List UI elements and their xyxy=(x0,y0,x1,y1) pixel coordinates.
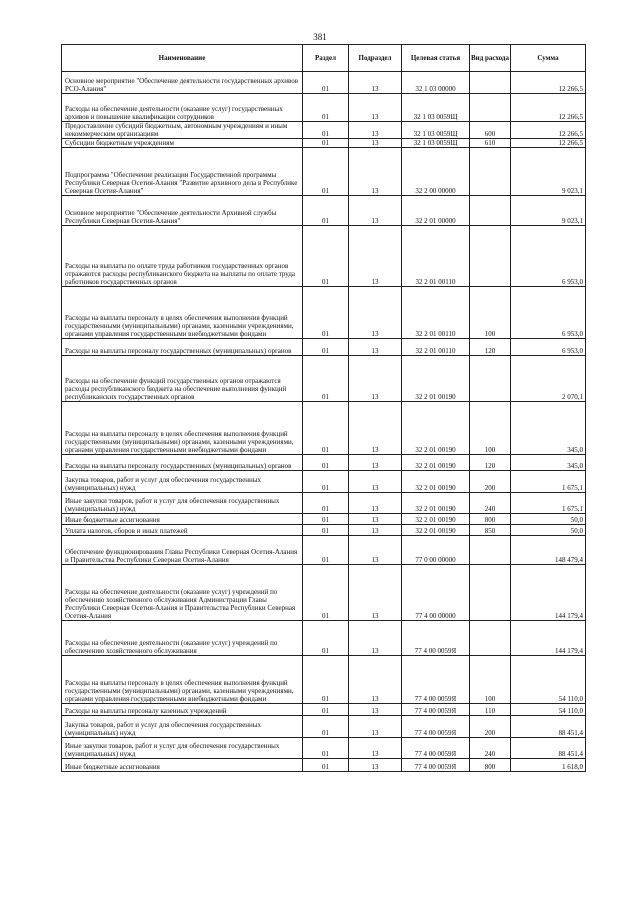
row-name-cell: Расходы на обеспечение функций государственных органов отражаются расходы республиканского бюджета на обеспечение выполнения функций республиканских государственных органов xyxy=(62,356,303,402)
row-name-cell: Закупка товаров, работ и услуг для обеспечения государственных (муниципальных) нужд xyxy=(62,471,303,493)
row-name-cell: Обеспечение функционирования Главы Республики Северная Осетия-Алания и Правительства Республики Северная Осетия-Алания xyxy=(62,536,303,565)
row-name-cell: Подпрограмма "Обеспечение реализации Государственной программы Республики Северная Осетия-Алания "Развитие архивного дела в Республике Северная Осетия-Алания" xyxy=(62,148,303,196)
row-summa-cell: 144 179,4 xyxy=(511,621,586,656)
row-name-cell: Расходы на выплаты персоналу в целях обеспечения выполнения функций государственными (муниципальными) органами, казенными учреждениями, органами управления государственными внебюджетными фондами xyxy=(62,656,303,704)
row-podrazdel-cell: 13 xyxy=(349,738,402,759)
row-statya-cell: 77 4 00 0059Я xyxy=(402,716,470,738)
table-header-row xyxy=(62,45,586,72)
row-razdel-cell: 01 xyxy=(303,565,349,621)
row-vid-cell: 100 xyxy=(470,402,511,455)
row-razdel-cell: 01 xyxy=(303,356,349,402)
row-razdel-cell: 01 xyxy=(303,514,349,525)
row-statya-cell: 32 2 01 00110 xyxy=(402,339,470,356)
row-vid-cell: 200 xyxy=(470,716,511,738)
row-name-cell: Расходы на выплаты персоналу казенных учреждений xyxy=(62,704,303,716)
row-podrazdel-cell: 13 xyxy=(349,94,402,122)
row-podrazdel-cell: 13 xyxy=(349,356,402,402)
row-razdel-cell: 01 xyxy=(303,287,349,339)
row-vid-cell: 120 xyxy=(470,339,511,356)
row-summa-cell: 1 618,0 xyxy=(511,759,586,772)
row-vid-cell xyxy=(470,148,511,196)
header-vid: Вид расхода xyxy=(470,45,511,72)
row-summa-cell: 148 479,4 xyxy=(511,536,586,565)
row-vid-cell: 800 xyxy=(470,514,511,525)
row-statya-cell: 32 1 03 0059Щ xyxy=(402,94,470,122)
row-vid-cell: 600 xyxy=(470,122,511,139)
row-name-cell: Уплата налогов, сборов и иных платежей xyxy=(62,525,303,536)
table-row xyxy=(62,356,586,402)
row-statya-cell: 77 4 00 00000 xyxy=(402,565,470,621)
row-summa-cell: 12 266,5 xyxy=(511,139,586,148)
row-name-cell: Расходы на обеспечение деятельности (оказание услуг) государственных архивов и повышение квалификации сотрудников xyxy=(62,94,303,122)
row-razdel-cell: 01 xyxy=(303,72,349,94)
row-vid-cell xyxy=(470,94,511,122)
row-statya-cell: 32 2 01 00110 xyxy=(402,226,470,287)
row-statya-cell: 32 2 01 00190 xyxy=(402,455,470,471)
row-podrazdel-cell: 13 xyxy=(349,339,402,356)
row-summa-cell: 2 070,1 xyxy=(511,356,586,402)
row-summa-cell: 1 675,1 xyxy=(511,471,586,493)
row-vid-cell: 100 xyxy=(470,287,511,339)
row-summa-cell: 12 266,5 xyxy=(511,94,586,122)
table-row xyxy=(62,339,586,356)
row-razdel-cell: 01 xyxy=(303,139,349,148)
row-podrazdel-cell: 13 xyxy=(349,139,402,148)
row-summa-cell: 6 953,0 xyxy=(511,287,586,339)
row-razdel-cell: 01 xyxy=(303,536,349,565)
row-name-cell: Расходы на выплаты по оплате труда работников государственных органов отражаются расходы республиканского бюджета на выплаты по оплате труда работников государственных органов xyxy=(62,226,303,287)
row-podrazdel-cell: 13 xyxy=(349,122,402,139)
row-podrazdel-cell: 13 xyxy=(349,196,402,226)
row-razdel-cell: 01 xyxy=(303,339,349,356)
row-statya-cell: 77 4 00 0059Я xyxy=(402,704,470,716)
table-row xyxy=(62,402,586,455)
table-row xyxy=(62,471,586,493)
table-row xyxy=(62,196,586,226)
table-row xyxy=(62,565,586,621)
row-razdel-cell: 01 xyxy=(303,402,349,455)
table-row xyxy=(62,72,586,94)
row-podrazdel-cell: 13 xyxy=(349,621,402,656)
table-body xyxy=(62,72,586,772)
row-summa-cell: 54 110,0 xyxy=(511,704,586,716)
table-row xyxy=(62,139,586,148)
row-name-cell: Основное мероприятие "Обеспечение деятельности государственных архивов РСО-Алания" xyxy=(62,72,303,94)
row-name-cell: Расходы на обеспечение деятельности (оказание услуг) учреждений по обеспечению хозяйственного обслуживания xyxy=(62,621,303,656)
row-podrazdel-cell: 13 xyxy=(349,148,402,196)
row-vid-cell xyxy=(470,356,511,402)
row-vid-cell: 100 xyxy=(470,656,511,704)
row-statya-cell: 32 2 01 00190 xyxy=(402,493,470,514)
row-razdel-cell: 01 xyxy=(303,759,349,772)
header-podrazdel: Подраздел xyxy=(349,45,402,72)
row-razdel-cell: 01 xyxy=(303,704,349,716)
row-podrazdel-cell: 13 xyxy=(349,455,402,471)
row-vid-cell: 240 xyxy=(470,738,511,759)
table-row xyxy=(62,704,586,716)
row-statya-cell: 77 4 00 0059Я xyxy=(402,738,470,759)
row-statya-cell: 32 2 01 00000 xyxy=(402,196,470,226)
row-vid-cell: 850 xyxy=(470,525,511,536)
row-summa-cell: 50,0 xyxy=(511,514,586,525)
table-row xyxy=(62,122,586,139)
header-statya: Целевая статья xyxy=(402,45,470,72)
row-name-cell: Расходы на выплаты персоналу в целях обеспечения выполнения функций государственными (муниципальными) органами, казенными учреждениями, органами управления государственными внебюджетными фондами xyxy=(62,287,303,339)
row-vid-cell xyxy=(470,72,511,94)
row-podrazdel-cell: 13 xyxy=(349,565,402,621)
row-name-cell: Закупка товаров, работ и услуг для обеспечения государственных (муниципальных) нужд xyxy=(62,716,303,738)
row-summa-cell: 12 266,5 xyxy=(511,72,586,94)
row-summa-cell: 1 675,1 xyxy=(511,493,586,514)
row-name-cell: Основное мероприятие "Обеспечение деятельности Архивной службы Республики Северная Осетия-Алания" xyxy=(62,196,303,226)
row-vid-cell: 800 xyxy=(470,759,511,772)
row-statya-cell: 32 2 01 00110 xyxy=(402,287,470,339)
row-name-cell: Расходы на выплаты персоналу государственных (муниципальных) органов xyxy=(62,339,303,356)
row-razdel-cell: 01 xyxy=(303,738,349,759)
row-statya-cell: 77 0 00 00000 xyxy=(402,536,470,565)
row-summa-cell: 6 953,0 xyxy=(511,339,586,356)
row-vid-cell: 610 xyxy=(470,139,511,148)
table-row xyxy=(62,455,586,471)
row-vid-cell: 110 xyxy=(470,704,511,716)
row-statya-cell: 32 1 03 00000 xyxy=(402,72,470,94)
row-summa-cell: 88 451,4 xyxy=(511,716,586,738)
table-row xyxy=(62,759,586,772)
row-podrazdel-cell: 13 xyxy=(349,759,402,772)
row-summa-cell: 345,0 xyxy=(511,455,586,471)
row-podrazdel-cell: 13 xyxy=(349,704,402,716)
row-statya-cell: 77 4 00 0059Я xyxy=(402,759,470,772)
table-row xyxy=(62,716,586,738)
row-razdel-cell: 01 xyxy=(303,226,349,287)
row-summa-cell: 50,0 xyxy=(511,525,586,536)
row-razdel-cell: 01 xyxy=(303,196,349,226)
row-name-cell: Расходы на обеспечение деятельности (оказание услуг) учреждений по обеспечению хозяйственного обслуживания Администрации Главы Республики Северная Осетия-Алания и Правительства Республики Северная Осетия-Алания xyxy=(62,565,303,621)
row-podrazdel-cell: 13 xyxy=(349,72,402,94)
row-statya-cell: 32 2 01 00190 xyxy=(402,356,470,402)
row-name-cell: Иные бюджетные ассигнования xyxy=(62,514,303,525)
row-razdel-cell: 01 xyxy=(303,471,349,493)
table-row xyxy=(62,621,586,656)
row-vid-cell: 200 xyxy=(470,471,511,493)
row-vid-cell: 240 xyxy=(470,493,511,514)
row-statya-cell: 32 2 01 00190 xyxy=(402,514,470,525)
table-row xyxy=(62,94,586,122)
table-row xyxy=(62,226,586,287)
row-podrazdel-cell: 13 xyxy=(349,716,402,738)
row-podrazdel-cell: 13 xyxy=(349,471,402,493)
row-name-cell: Расходы на выплаты персоналу в целях обеспечения выполнения функций государственными (муниципальными) органами, казенными учреждениями, органами управления государственными внебюджетными фондами xyxy=(62,402,303,455)
row-statya-cell: 32 2 01 00190 xyxy=(402,525,470,536)
row-razdel-cell: 01 xyxy=(303,656,349,704)
header-name: Наименование xyxy=(62,45,303,72)
budget-table xyxy=(61,44,586,772)
row-vid-cell xyxy=(470,196,511,226)
row-vid-cell xyxy=(470,621,511,656)
row-podrazdel-cell: 13 xyxy=(349,287,402,339)
table-row xyxy=(62,738,586,759)
row-podrazdel-cell: 13 xyxy=(349,226,402,287)
row-razdel-cell: 01 xyxy=(303,148,349,196)
header-razdel: Раздел xyxy=(303,45,349,72)
row-statya-cell: 32 2 00 00000 xyxy=(402,148,470,196)
row-statya-cell: 32 1 03 0059Щ xyxy=(402,122,470,139)
row-statya-cell: 77 4 00 0059Я xyxy=(402,656,470,704)
row-razdel-cell: 01 xyxy=(303,455,349,471)
table-row xyxy=(62,514,586,525)
row-statya-cell: 32 2 01 00190 xyxy=(402,471,470,493)
row-name-cell: Расходы на выплаты персоналу государственных (муниципальных) органов xyxy=(62,455,303,471)
row-vid-cell xyxy=(470,565,511,621)
row-summa-cell: 88 451,4 xyxy=(511,738,586,759)
row-name-cell: Иные бюджетные ассигнования xyxy=(62,759,303,772)
row-podrazdel-cell: 13 xyxy=(349,525,402,536)
row-podrazdel-cell: 13 xyxy=(349,656,402,704)
table-row xyxy=(62,148,586,196)
row-vid-cell: 120 xyxy=(470,455,511,471)
table-row xyxy=(62,287,586,339)
row-summa-cell: 12 266,5 xyxy=(511,122,586,139)
row-summa-cell: 144 179,4 xyxy=(511,565,586,621)
row-name-cell: Субсидии бюджетным учреждениям xyxy=(62,139,303,148)
row-razdel-cell: 01 xyxy=(303,525,349,536)
row-summa-cell: 9 023,1 xyxy=(511,148,586,196)
row-razdel-cell: 01 xyxy=(303,94,349,122)
row-statya-cell: 77 4 00 0059Я xyxy=(402,621,470,656)
row-statya-cell: 32 1 03 0059Щ xyxy=(402,139,470,148)
row-razdel-cell: 01 xyxy=(303,122,349,139)
table-row xyxy=(62,525,586,536)
row-vid-cell xyxy=(470,226,511,287)
page-number: 381 xyxy=(313,32,327,42)
table-row xyxy=(62,656,586,704)
row-podrazdel-cell: 13 xyxy=(349,514,402,525)
row-vid-cell xyxy=(470,536,511,565)
row-name-cell: Иные закупки товаров, работ и услуг для обеспечения государственных (муниципальных) нужд xyxy=(62,493,303,514)
row-podrazdel-cell: 13 xyxy=(349,402,402,455)
row-razdel-cell: 01 xyxy=(303,716,349,738)
row-podrazdel-cell: 13 xyxy=(349,493,402,514)
row-razdel-cell: 01 xyxy=(303,493,349,514)
row-summa-cell: 9 023,1 xyxy=(511,196,586,226)
row-podrazdel-cell: 13 xyxy=(349,536,402,565)
row-statya-cell: 32 2 01 00190 xyxy=(402,402,470,455)
row-summa-cell: 6 953,0 xyxy=(511,226,586,287)
row-summa-cell: 54 110,0 xyxy=(511,656,586,704)
table-row xyxy=(62,536,586,565)
row-razdel-cell: 01 xyxy=(303,621,349,656)
row-name-cell: Предоставление субсидий бюджетным, автономным учреждениям и иным некоммерческим организациям xyxy=(62,122,303,139)
row-summa-cell: 345,0 xyxy=(511,402,586,455)
header-summa: Сумма xyxy=(511,45,586,72)
row-name-cell: Иные закупки товаров, работ и услуг для обеспечения государственных (муниципальных) нужд xyxy=(62,738,303,759)
table-row xyxy=(62,493,586,514)
